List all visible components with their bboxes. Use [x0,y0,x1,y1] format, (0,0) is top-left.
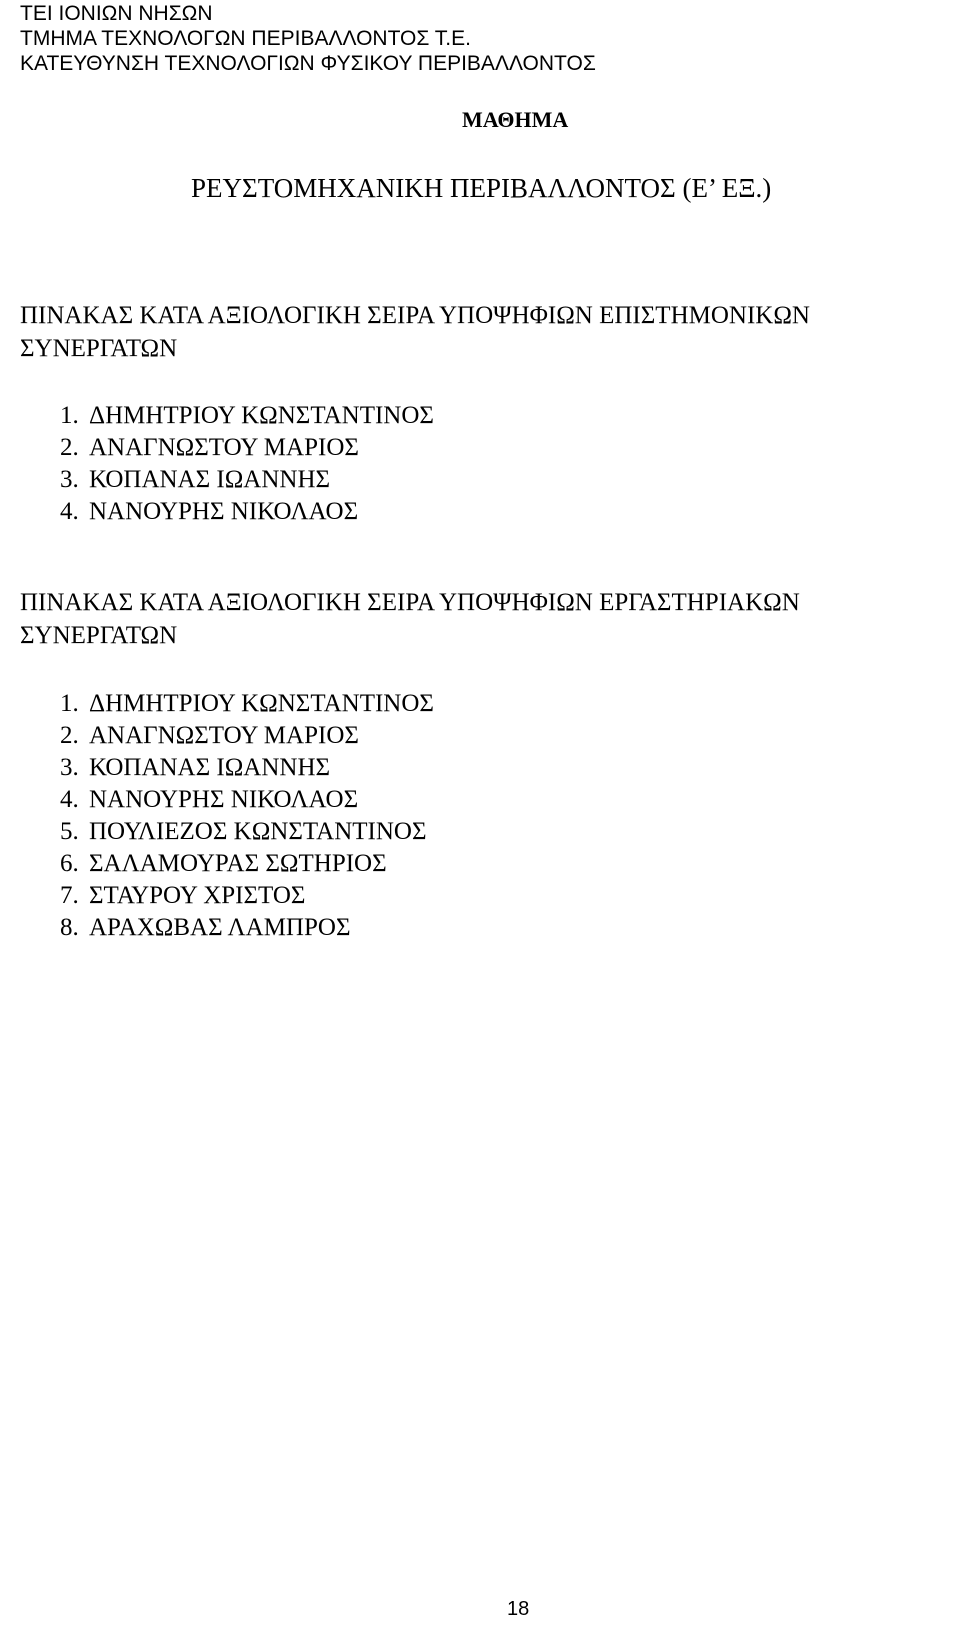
item-number: 1. [60,690,79,717]
candidate-name: ΚΟΠΑΝΑΣ ΙΩΑΝΝΗΣ [89,466,331,493]
lab-table-title-continued: ΣΥΝΕΡΓΑΤΩΝ [20,622,178,649]
lab-candidates-list [60,688,434,944]
item-number: 5. [60,818,79,845]
item-number: 6. [60,850,79,877]
course-label: ΜΑΘΗΜΑ [462,107,569,132]
item-number: 2. [60,434,79,461]
item-number: 4. [60,498,79,525]
candidate-name: ΣΑΛΑΜΟΥΡΑΣ ΣΩΤΗΡΙΟΣ [89,850,387,877]
specialization-name: ΚΑΤΕΥΘΥΝΣΗ ΤΕΧΝΟΛΟΓΙΩΝ ΦΥΣΙΚΟΥ ΠΕΡΙΒΑΛΛΟΝΤΟΣ [20,52,596,75]
candidate-name: ΑΝΑΓΝΩΣΤΟΥ ΜΑΡΙΟΣ [89,722,359,749]
list-item [60,720,434,752]
scientific-candidates-list [60,400,434,528]
list-item [60,912,434,944]
candidate-name: ΝΑΝΟΥΡΗΣ ΝΙΚΟΛΑΟΣ [89,498,359,525]
candidate-name: ΔΗΜΗΤΡΙΟΥ ΚΩΝΣΤΑΝΤΙΝΟΣ [89,690,434,717]
lab-table-title: ΠΙΝΑΚΑΣ ΚΑΤΑ ΑΞΙΟΛΟΓΙΚΗ ΣΕΙΡΑ ΥΠΟΨΗΦΙΩΝ ΕΡΓΑΣΤΗΡΙΑΚΩΝ [20,589,800,616]
department-name: ΤΜΗΜΑ ΤΕΧΝΟΛΟΓΩΝ ΠΕΡΙΒΑΛΛΟΝΤΟΣ Τ.Ε. [20,27,471,50]
scientific-table-title-continued: ΣΥΝΕΡΓΑΤΩΝ [20,335,178,362]
list-item [60,816,434,848]
candidate-name: ΠΟΥΛΙΕΖΟΣ ΚΩΝΣΤΑΝΤΙΝΟΣ [89,818,427,845]
item-number: 3. [60,466,79,493]
item-number: 4. [60,786,79,813]
scientific-table-title: ΠΙΝΑΚΑΣ ΚΑΤΑ ΑΞΙΟΛΟΓΙΚΗ ΣΕΙΡΑ ΥΠΟΨΗΦΙΩΝ ΕΠΙΣΤΗΜΟΝΙΚΩΝ [20,302,810,329]
item-number: 7. [60,882,79,909]
item-number: 3. [60,754,79,781]
candidate-name: ΑΡΑΧΩΒΑΣ ΛΑΜΠΡΟΣ [89,914,351,941]
list-item [60,496,434,528]
candidate-name: ΔΗΜΗΤΡΙΟΥ ΚΩΝΣΤΑΝΤΙΝΟΣ [89,402,434,429]
page-number: 18 [507,1598,530,1620]
list-item [60,464,434,496]
list-item [60,784,434,816]
item-number: 8. [60,914,79,941]
list-item [60,432,434,464]
institution-name: ΤΕΙ ΙΟΝΙΩΝ ΝΗΣΩΝ [20,2,213,25]
candidate-name: ΝΑΝΟΥΡΗΣ ΝΙΚΟΛΑΟΣ [89,786,359,813]
candidate-name: ΚΟΠΑΝΑΣ ΙΩΑΝΝΗΣ [89,754,331,781]
list-item [60,400,434,432]
list-item [60,688,434,720]
item-number: 2. [60,722,79,749]
candidate-name: ΣΤΑΥΡΟΥ ΧΡΙΣΤΟΣ [89,882,306,909]
candidate-name: ΑΝΑΓΝΩΣΤΟΥ ΜΑΡΙΟΣ [89,434,359,461]
item-number: 1. [60,402,79,429]
course-name: ΡΕΥΣΤΟΜΗΧΑΝΙΚΗ ΠΕΡΙΒΑΛΛΟΝΤΟΣ (Ε’ ΕΞ.) [191,173,772,203]
list-item [60,752,434,784]
list-item [60,880,434,912]
list-item [60,848,434,880]
